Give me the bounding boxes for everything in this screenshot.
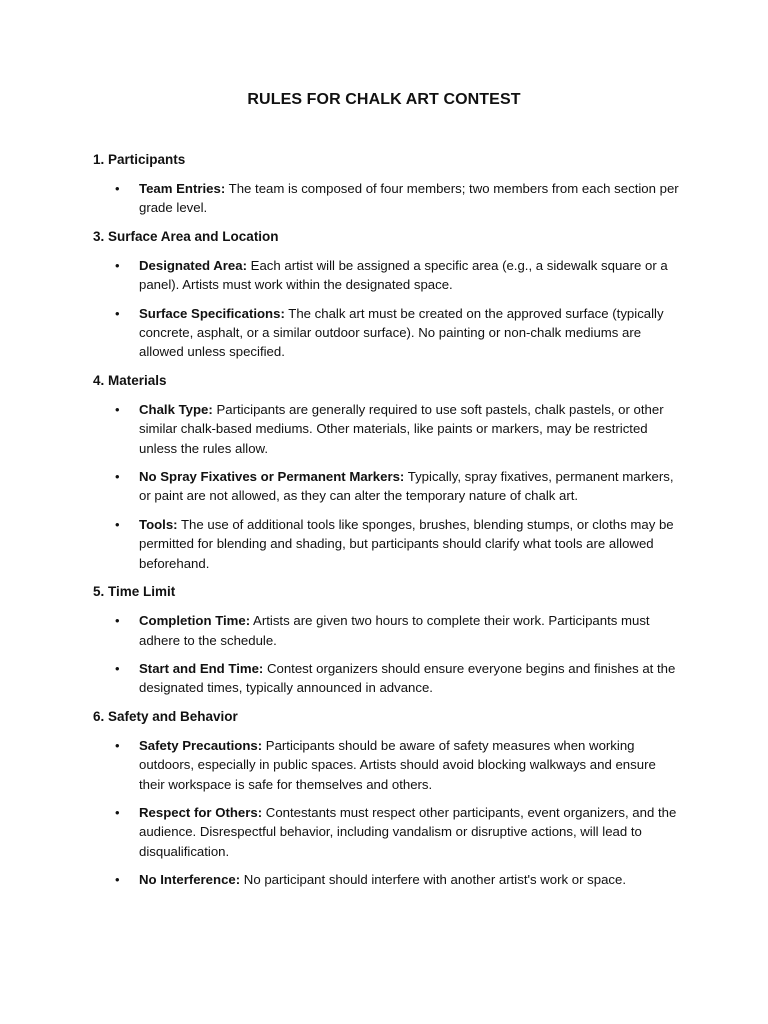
list-item [93,803,683,861]
rule-text: The chalk art must be created on the approved surface (typically concrete, asphalt, or a similar outdoor surface). No painting or non-chalk mediums are allowed unless specified. [139,305,664,360]
rule-text: The use of additional tools like sponges, brushes, blending stumps, or cloths may be permitted for blending and shading, but participants should clarify what tools are allowed beforehand. [139,516,674,571]
section-heading: 6. Safety and Behavior [93,708,238,724]
bullet-icon: • [115,401,120,417]
bullet-icon: • [115,872,120,888]
bullet-icon: • [115,181,120,196]
rule-text: No participant should interfere with another artist's work or space. [240,872,627,888]
rule-list [93,736,683,890]
rule-name: Team Entries: [139,181,226,196]
rule-list [93,256,683,362]
list-item [93,400,683,458]
section-safety-behavior [93,707,683,890]
rule-name: Surface Specifications: [139,305,285,321]
bullet-icon: • [115,804,120,820]
rule-name: Respect for Others: [139,804,263,820]
rule-name: Safety Precautions: [139,737,263,753]
list-item [93,659,683,698]
list-item [93,179,683,218]
rule-name: No Spray Fixatives or Permanent Markers: [139,469,405,485]
rule-text: The team is composed of four members; two members from each section per grade level. [139,181,679,216]
bullet-icon: • [115,660,120,676]
section-heading: 5. Time Limit [93,584,176,600]
rule-text: Each artist will be assigned a specific area (e.g., a sidewalk square or a panel). Artists must work within the designated space. [139,257,668,293]
rule-name: No Interference: [139,872,241,888]
bullet-icon: • [115,305,120,321]
rule-text: Artists are given two hours to complete their work. Participants must adhere to the schedule. [139,613,650,648]
section-participants [93,150,683,218]
list-item [93,515,683,573]
section-materials [93,371,683,573]
section-heading: 4. Materials [93,372,167,388]
bullet-icon: • [115,737,120,753]
document-body [93,150,683,890]
bullet-icon: • [115,613,120,629]
rule-text: Participants should be aware of safety measures when working outdoors, especially in public spaces. Artists should avoid blocking walkways and ensure their workspace is safe for themselves and others. [139,737,656,792]
rule-list [93,611,683,698]
bullet-icon: • [115,257,120,273]
rule-name: Designated Area: [139,257,247,273]
section-surface-area [93,227,683,362]
section-heading: 3. Surface Area and Location [93,228,279,244]
list-item [93,870,683,889]
bullet-icon: • [115,469,120,485]
list-item [93,467,683,506]
rule-text: Participants are generally required to use soft pastels, chalk pastels, or other similar chalk-based mediums. Other materials, like paints or markers, may be restricted unless the rules allow. [139,401,664,456]
list-item [93,736,683,794]
document-title: RULES FOR CHALK ART CONTEST [247,91,521,108]
bullet-icon: • [115,516,120,532]
rule-list [93,400,683,573]
rule-name: Completion Time: [139,613,251,629]
list-item [93,304,683,362]
rule-list [93,179,683,218]
rule-name: Tools: [139,516,178,532]
rule-text: Typically, spray fixatives, permanent markers, or paint are not allowed, as they can alter the temporary nature of chalk art. [139,469,674,504]
rule-text: Contestants must respect other participants, event organizers, and the audience. Disrespectful behavior, including vandalism or disruptive actions, will lead to disqualification. [139,804,677,859]
section-heading: 1. Participants [93,152,186,167]
rule-text: Contest organizers should ensure everyone begins and finishes at the designated times, typically announced in advance. [139,660,676,696]
section-time-limit [93,582,683,698]
rule-name: Start and End Time: [139,660,264,676]
rule-name: Chalk Type: [139,401,213,417]
list-item [93,256,683,295]
list-item [93,611,683,650]
